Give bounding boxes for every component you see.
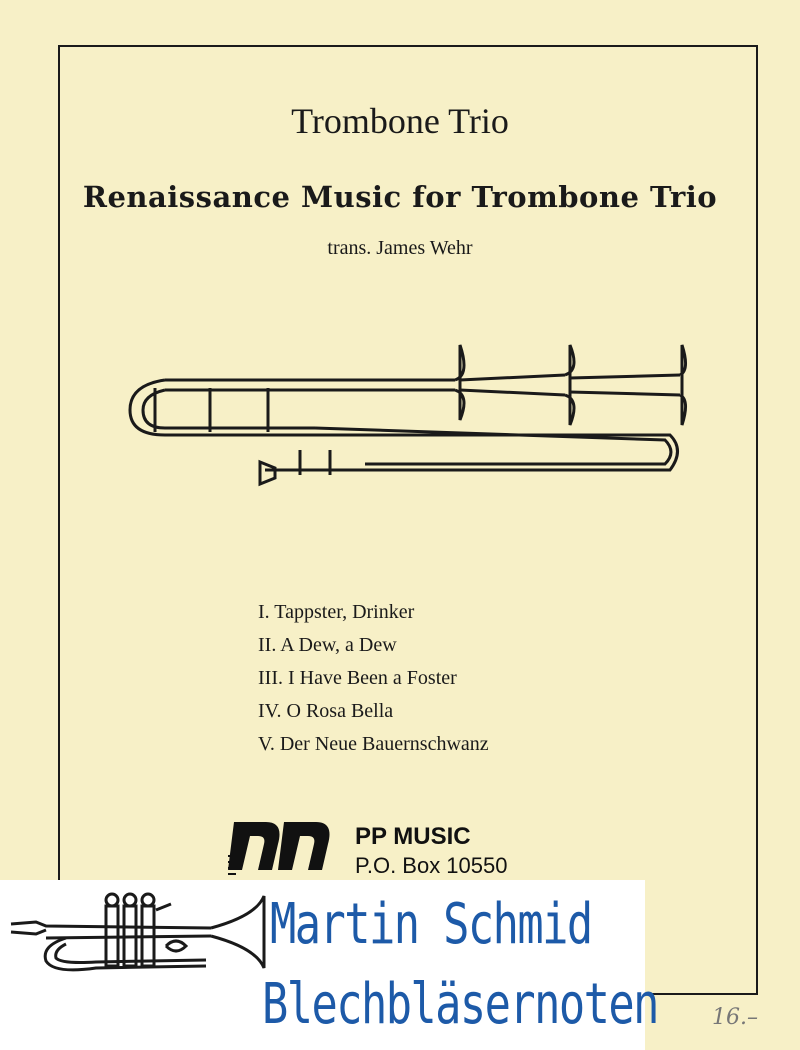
publisher-address: P.O. Box 10550 [355,853,508,878]
trumpet-icon [6,886,276,986]
cover-subtitle: Renaissance Music for Trombone Trio [82,180,718,214]
seller-tagline: Blechbläsernoten [262,972,658,1037]
publisher-name: PP MUSIC [355,823,471,850]
movement-item: II. A Dew, a Dew [258,634,397,656]
movement-item: V. Der Neue Bauernschwanz [258,733,489,755]
handwritten-price: 16.– [712,1005,758,1030]
publisher-info [355,822,508,880]
trombone-icon [125,340,695,500]
cover-title: Trombone Trio [291,101,509,141]
pp-music-logo [228,822,338,882]
movement-item: IV. O Rosa Bella [258,700,394,722]
seller-name: Martin Schmid [270,892,592,957]
movement-item: I. Tappster, Drinker [258,601,415,623]
movement-item: III. I Have Been a Foster [258,667,457,689]
movement-list [258,596,489,761]
translator-credit: trans. James Wehr [327,237,473,259]
seller-banner [0,880,658,1050]
